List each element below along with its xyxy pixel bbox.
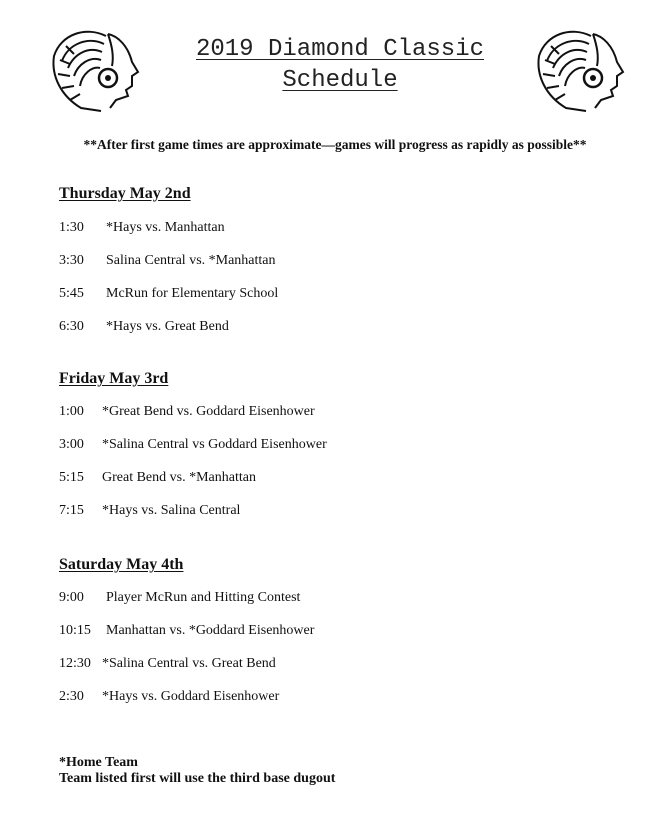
event-text: *Hays vs. Manhattan [106,220,225,235]
event-text: *Hays vs. Salina Central [102,503,241,518]
title-line-1: 2019 Diamond Classic [195,36,485,63]
schedule-row [59,503,241,519]
event-time: 9:00 [59,590,84,605]
schedule-row [59,437,327,453]
home-team-legend: *Home Team [59,755,138,770]
schedule-row [59,470,256,486]
event-text: Player McRun and Hitting Contest [106,590,301,605]
day-heading-saturday: Saturday May 4th [59,556,184,573]
event-time: 6:30 [59,319,84,334]
event-text: Manhattan vs. *Goddard Eisenhower [106,623,315,638]
event-time: 1:00 [59,404,84,419]
event-time: 10:15 [59,623,91,638]
schedule-row [59,286,279,302]
chief-headdress-logo-left [46,16,146,116]
schedule-row [59,590,301,606]
event-text: Salina Central vs. *Manhattan [106,253,276,268]
event-text: *Great Bend vs. Goddard Eisenhower [102,404,315,419]
dugout-note: Team listed first will use the third base dugout [59,771,336,786]
event-time: 3:30 [59,253,84,268]
schedule-row [59,253,276,269]
event-time: 1:30 [59,220,84,235]
schedule-row [59,319,229,335]
day-heading-friday: Friday May 3rd [59,370,169,387]
event-text: *Hays vs. Great Bend [106,319,229,334]
event-text: *Hays vs. Goddard Eisenhower [102,689,280,704]
event-text: Great Bend vs. *Manhattan [102,470,256,485]
event-text: McRun for Elementary School [106,286,279,301]
schedule-row [59,220,225,236]
schedule-row [59,404,315,420]
title-line-2: Schedule [282,67,398,94]
event-time: 12:30 [59,656,91,671]
chief-headdress-logo-right [531,16,631,116]
event-time: 2:30 [59,689,84,704]
day-heading-thursday: Thursday May 2nd [59,185,191,202]
schedule-row [59,689,280,705]
timing-note: **After first game times are approximate—games will progress as rapidly as possible** [83,137,587,152]
event-time: 7:15 [59,503,84,518]
event-text: *Salina Central vs Goddard Eisenhower [102,437,327,452]
schedule-row [59,623,315,639]
event-time: 3:00 [59,437,84,452]
footer-notes [59,755,335,787]
event-time: 5:15 [59,470,84,485]
schedule-row [59,656,276,672]
page-title [150,34,530,96]
event-text: *Salina Central vs. Great Bend [102,656,276,671]
event-time: 5:45 [59,286,84,301]
